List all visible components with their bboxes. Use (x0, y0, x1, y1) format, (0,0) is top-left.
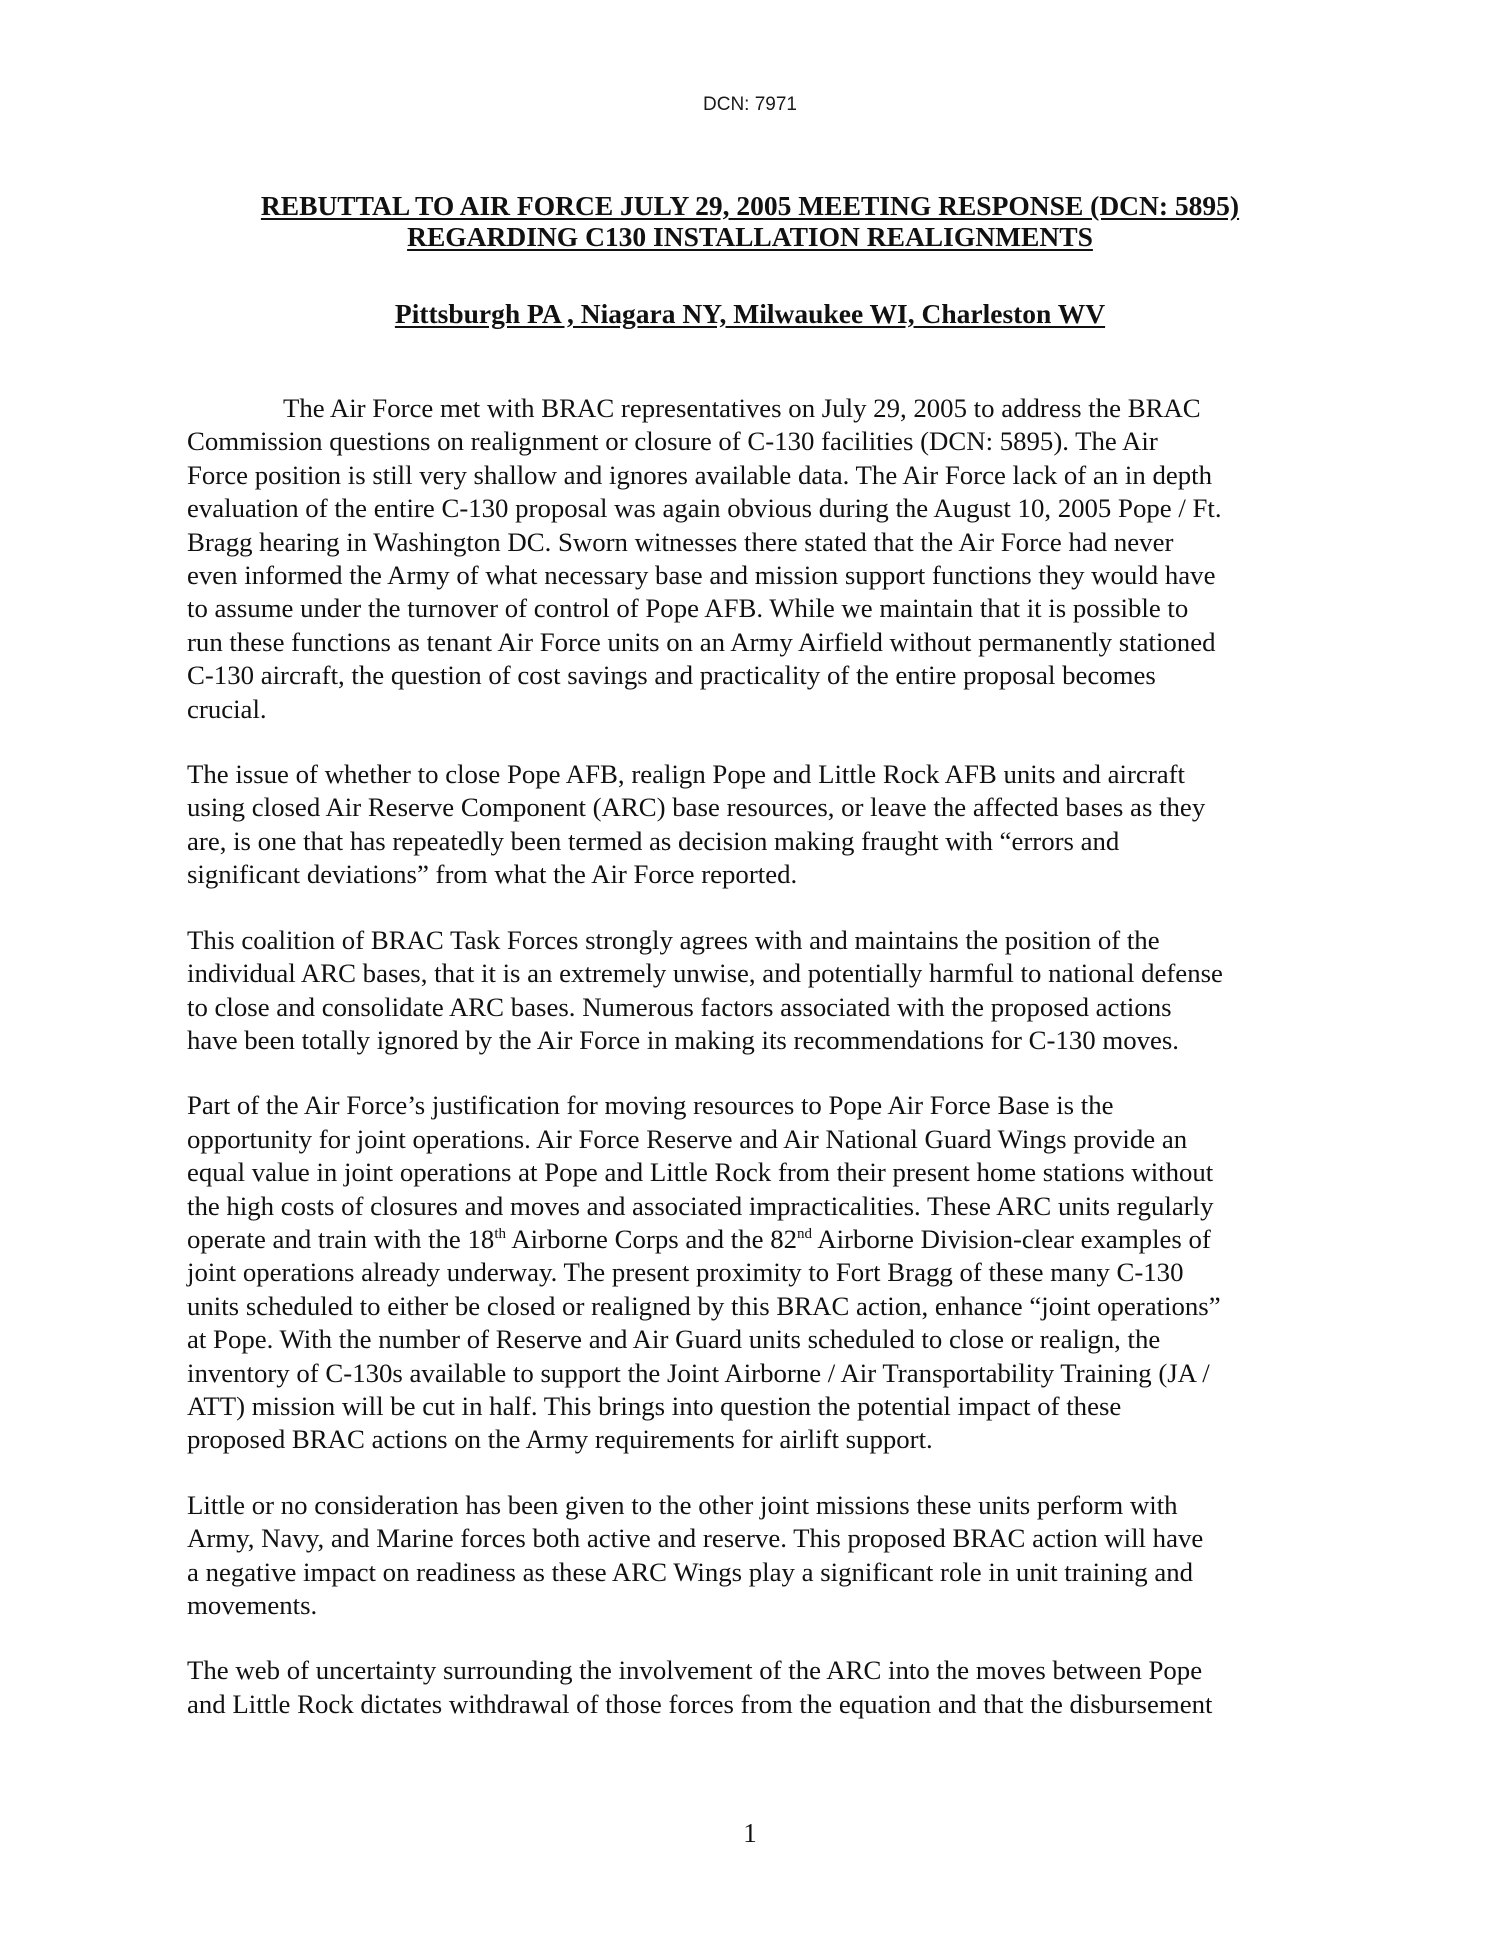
dcn-header: DCN: 7971 (703, 94, 797, 115)
paragraph-line: The Air Force met with BRAC representatives on July 29, 2005 to address the BRAC (283, 393, 1201, 423)
title-line-2: REGARDING C130 INSTALLATION REALIGNMENTS (407, 221, 1093, 252)
paragraph-line: equal value in joint operations at Pope and Little Rock from their present home stations without (187, 1157, 1214, 1188)
paragraph-line: significant deviations” from what the Air Force reported. (187, 859, 798, 890)
paragraph-line: joint operations already underway. The present proximity to Fort Bragg of these many C-130 (187, 1257, 1184, 1288)
paragraph-line: The issue of whether to close Pope AFB, realign Pope and Little Rock AFB units and aircraft (187, 759, 1186, 790)
paragraph-line: Force position is still very shallow and ignores available data. The Air Force lack of an in depth (187, 459, 1212, 490)
paragraph-line: crucial. (187, 693, 267, 724)
paragraph-line: Bragg hearing in Washington DC. Sworn witnesses there stated that the Air Force had never (187, 526, 1174, 557)
paragraph-line: the high costs of closures and moves and associated impracticalities. These ARC units regularly (187, 1190, 1214, 1221)
paragraph-line: opportunity for joint operations. Air Force Reserve and Air National Guard Wings provide an (187, 1123, 1188, 1154)
paragraph-line: run these functions as tenant Air Force units on an Army Airfield without permanently stationed (187, 626, 1216, 657)
paragraph-line: even informed the Army of what necessary base and mission support functions they would have (187, 560, 1216, 591)
paragraph-1 (187, 392, 1337, 726)
ordinal-suffix: nd (797, 1226, 812, 1243)
paragraph-line: Commission questions on realignment or closure of C-130 facilities (DCN: 5895). The Air (187, 426, 1158, 457)
paragraph-line: using closed Air Reserve Component (ARC) base resources, or leave the affected bases as they (187, 792, 1206, 823)
paragraph-3 (187, 924, 1337, 1058)
paragraph-line: a negative impact on readiness as these ARC Wings play a significant role in unit training and (187, 1556, 1194, 1587)
locations-subtitle: Pittsburgh PA , Niagara NY, Milwaukee WI, Charleston WV (394, 298, 1106, 329)
line-text: Airborne Division-clear examples of (812, 1223, 1211, 1254)
paragraph-line: movements. (187, 1590, 318, 1620)
paragraph-line: Army, Navy, and Marine forces both active and reserve. This proposed BRAC action will have (187, 1523, 1204, 1554)
paragraph-line: evaluation of the entire C-130 proposal was again obvious during the August 10, 2005 Pope / Ft. (187, 493, 1222, 524)
paragraph-5 (187, 1489, 1337, 1623)
paragraph-line: ATT) mission will be cut in half. This brings into question the potential impact of these (187, 1390, 1122, 1421)
paragraph-line: This coalition of BRAC Task Forces strongly agrees with and maintains the position of the (187, 924, 1160, 955)
paragraph-4 (187, 1089, 1337, 1456)
paragraph-line: and Little Rock dictates withdrawal of those forces from the equation and that the disbursement (187, 1688, 1213, 1719)
paragraph-line: at Pope. With the number of Reserve and Air Guard units scheduled to close or realign, the (187, 1324, 1161, 1355)
line-text: Airborne Corps and the 82 (506, 1223, 797, 1254)
paragraph-line: The web of uncertainty surrounding the involvement of the ARC into the moves between Pope (187, 1655, 1203, 1686)
paragraph-line: to close and consolidate ARC bases. Numerous factors associated with the proposed actions (187, 991, 1172, 1022)
paragraph-line: units scheduled to either be closed or realigned by this BRAC action, enhance “joint operations” (187, 1290, 1221, 1321)
paragraph-line: individual ARC bases, that it is an extremely unwise, and potentially harmful to national defense (187, 958, 1223, 989)
page-number: 1 (743, 1818, 757, 1848)
paragraph-6 (187, 1654, 1337, 1721)
paragraph-line: C-130 aircraft, the question of cost savings and practicality of the entire proposal becomes (187, 660, 1156, 691)
paragraph-line: Little or no consideration has been given to the other joint missions these units perform with (187, 1489, 1178, 1520)
paragraph-line: proposed BRAC actions on the Army requirements for airlift support. (187, 1424, 933, 1455)
ordinal-suffix: th (494, 1226, 506, 1243)
document-title (150, 190, 1350, 252)
title-line-1: REBUTTAL TO AIR FORCE JULY 29, 2005 MEETING RESPONSE (DCN: 5895) (260, 190, 1240, 221)
document-body (187, 392, 1337, 1753)
line-text: operate and train with the 18 (187, 1223, 495, 1254)
paragraph-line: have been totally ignored by the Air Force in making its recommendations for C-130 moves. (187, 1024, 1180, 1055)
paragraph-line: to assume under the turnover of control of Pope AFB. While we maintain that it is possible to (187, 593, 1189, 624)
paragraph-line-with-superscripts (187, 1223, 1337, 1256)
paragraph-line: are, is one that has repeatedly been termed as decision making fraught with “errors and (187, 825, 1120, 856)
paragraph-line: inventory of C-130s available to support the Joint Airborne / Air Transportability Training (JA / (187, 1357, 1210, 1388)
paragraph-line: Part of the Air Force’s justification for moving resources to Pope Air Force Base is the (187, 1090, 1114, 1121)
paragraph-2 (187, 758, 1337, 892)
